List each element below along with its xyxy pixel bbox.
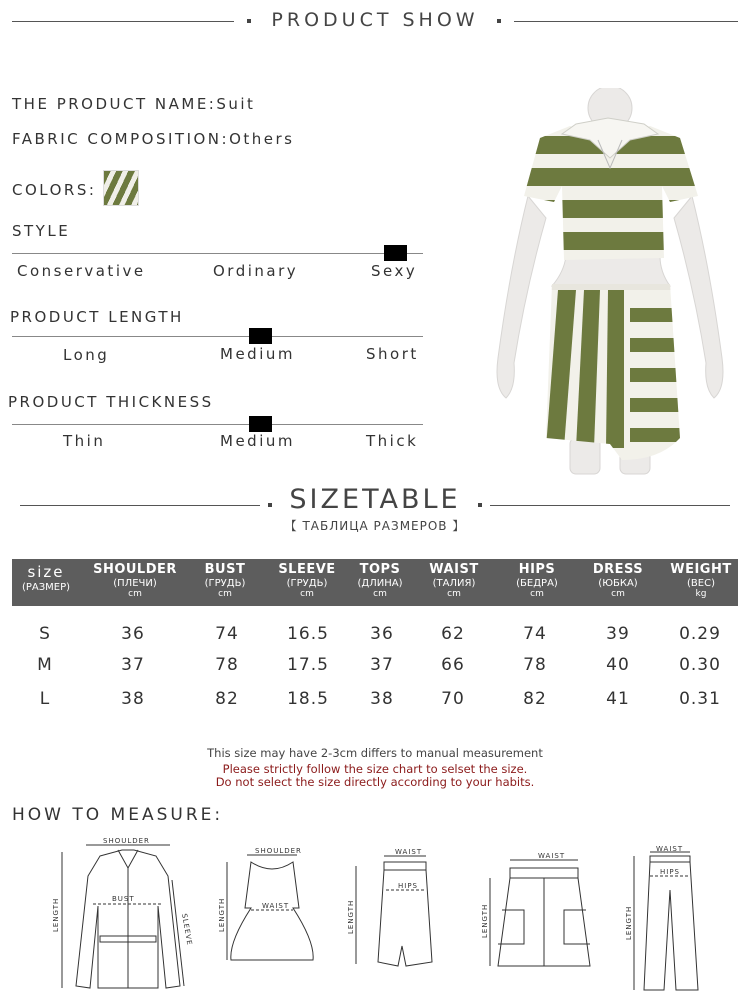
denim-waist-label: WAIST (538, 852, 566, 860)
jacket-length-label: LENGTH (52, 897, 60, 932)
length-label-medium: Medium (220, 345, 295, 363)
thickness-scale-marker (249, 416, 272, 432)
thickness-label-thick: Thick (366, 432, 419, 450)
jacket-bust-label: BUST (112, 895, 135, 903)
table-cell: 0.29 (679, 624, 721, 644)
table-cell: 62 (441, 624, 465, 644)
table-cell: 37 (370, 655, 394, 675)
col-dress: DRESS (ЮБКА) cm (592, 562, 644, 599)
style-title: STYLE (12, 222, 71, 240)
sizetable-title: SIZETABLE (289, 484, 461, 515)
style-label-conservative: Conservative (17, 262, 146, 280)
length-title: PRODUCT LENGTH (10, 308, 184, 326)
col-hips: HIPS (БЕДРА) cm (516, 562, 558, 599)
length-label-short: Short (366, 345, 419, 363)
thickness-label-medium: Medium (220, 432, 295, 450)
col-weight: WEIGHT (ВЕС) kg (670, 562, 732, 599)
sizetable-square-right (478, 503, 482, 507)
header-rule-right (514, 21, 738, 22)
product-name: THE PRODUCT NAME:Suit (12, 95, 256, 113)
fabric-composition: FABRIC COMPOSITION:Others (12, 130, 295, 148)
jacket-measure-diagram (48, 836, 198, 996)
thickness-title: PRODUCT THICKNESS (8, 393, 214, 411)
col-shoulder: SHOULDER (ПЛЕЧИ) cm (93, 562, 177, 599)
dress-shoulder-label: SHOULDER (255, 847, 302, 855)
table-cell: 74 (215, 624, 239, 644)
table-cell: 36 (370, 624, 394, 644)
table-cell: 41 (606, 689, 630, 709)
table-cell: 38 (370, 689, 394, 709)
skirt-hips-label: HIPS (398, 882, 418, 890)
color-swatch-green[interactable] (103, 170, 139, 206)
table-cell: S (39, 624, 51, 644)
skirt-length-label: LENGTH (347, 899, 355, 934)
table-cell: 40 (606, 655, 630, 675)
measurement-note: This size may have 2-3cm differs to manual measurement (207, 746, 543, 760)
table-cell: 74 (523, 624, 547, 644)
table-cell: 16.5 (287, 624, 329, 644)
table-cell: 38 (121, 689, 145, 709)
table-cell: 37 (121, 655, 145, 675)
col-waist: WAIST (ТАЛИЯ) cm (429, 562, 479, 599)
length-label-long: Long (63, 346, 110, 364)
pants-measure-diagram (620, 846, 730, 996)
length-scale-line (12, 336, 423, 337)
skirt-measure-diagram (340, 846, 440, 976)
dress-length-label: LENGTH (218, 897, 226, 932)
length-scale-marker (249, 328, 272, 344)
table-cell: L (39, 689, 51, 709)
table-cell: 18.5 (287, 689, 329, 709)
colors-label: COLORS: (12, 181, 97, 199)
style-label-ordinary: Ordinary (213, 262, 299, 280)
denim-skirt-measure-diagram (478, 850, 608, 980)
col-bust: BUST (ГРУДЬ) cm (204, 562, 246, 599)
table-cell: 70 (441, 689, 465, 709)
pants-hips-label: HIPS (660, 868, 680, 876)
header-square-right (497, 19, 501, 23)
table-cell: 36 (121, 624, 145, 644)
thickness-label-thin: Thin (63, 432, 106, 450)
jacket-sleeve-label: SLEEVE (180, 912, 194, 947)
table-cell: 78 (523, 655, 547, 675)
style-scale-marker (384, 245, 407, 261)
col-size: size (РАЗМЕР) (21, 563, 71, 593)
warning-note-1: Please strictly follow the size chart to selset the size. (222, 762, 528, 776)
size-table-header (12, 559, 738, 606)
page-title: PRODUCT SHOW (271, 9, 479, 31)
table-cell: 82 (523, 689, 547, 709)
table-cell: 39 (606, 624, 630, 644)
col-tops: TOPS (ДЛИНА) cm (357, 562, 403, 599)
table-cell: 78 (215, 655, 239, 675)
table-cell: 0.31 (679, 689, 721, 709)
sizetable-rule-right (490, 505, 730, 506)
style-label-sexy: Sexy (371, 262, 418, 280)
dress-waist-label: WAIST (262, 902, 290, 910)
table-cell: 17.5 (287, 655, 329, 675)
style-scale-line (12, 253, 423, 254)
pants-length-label: LENGTH (625, 905, 633, 940)
thickness-scale-line (12, 424, 423, 425)
how-to-measure-title: HOW TO MEASURE: (12, 805, 224, 825)
product-photo (480, 88, 740, 478)
table-cell: M (37, 655, 53, 675)
table-cell: 0.30 (679, 655, 721, 675)
dress-measure-diagram (215, 842, 315, 972)
jacket-shoulder-label: SHOULDER (103, 837, 150, 845)
col-sleeve: SLEEVE (ГРУДЬ) cm (278, 562, 336, 599)
skirt-waist-label: WAIST (395, 848, 423, 856)
table-cell: 82 (215, 689, 239, 709)
table-cell: 66 (441, 655, 465, 675)
sizetable-subtitle: 【 ТАБЛИЦА РАЗМЕРОВ 】 (284, 519, 466, 533)
denim-length-label: LENGTH (481, 903, 489, 938)
pants-waist-label: WAIST (656, 846, 684, 853)
warning-note-2: Do not select the size directly according to your habits. (215, 775, 535, 789)
